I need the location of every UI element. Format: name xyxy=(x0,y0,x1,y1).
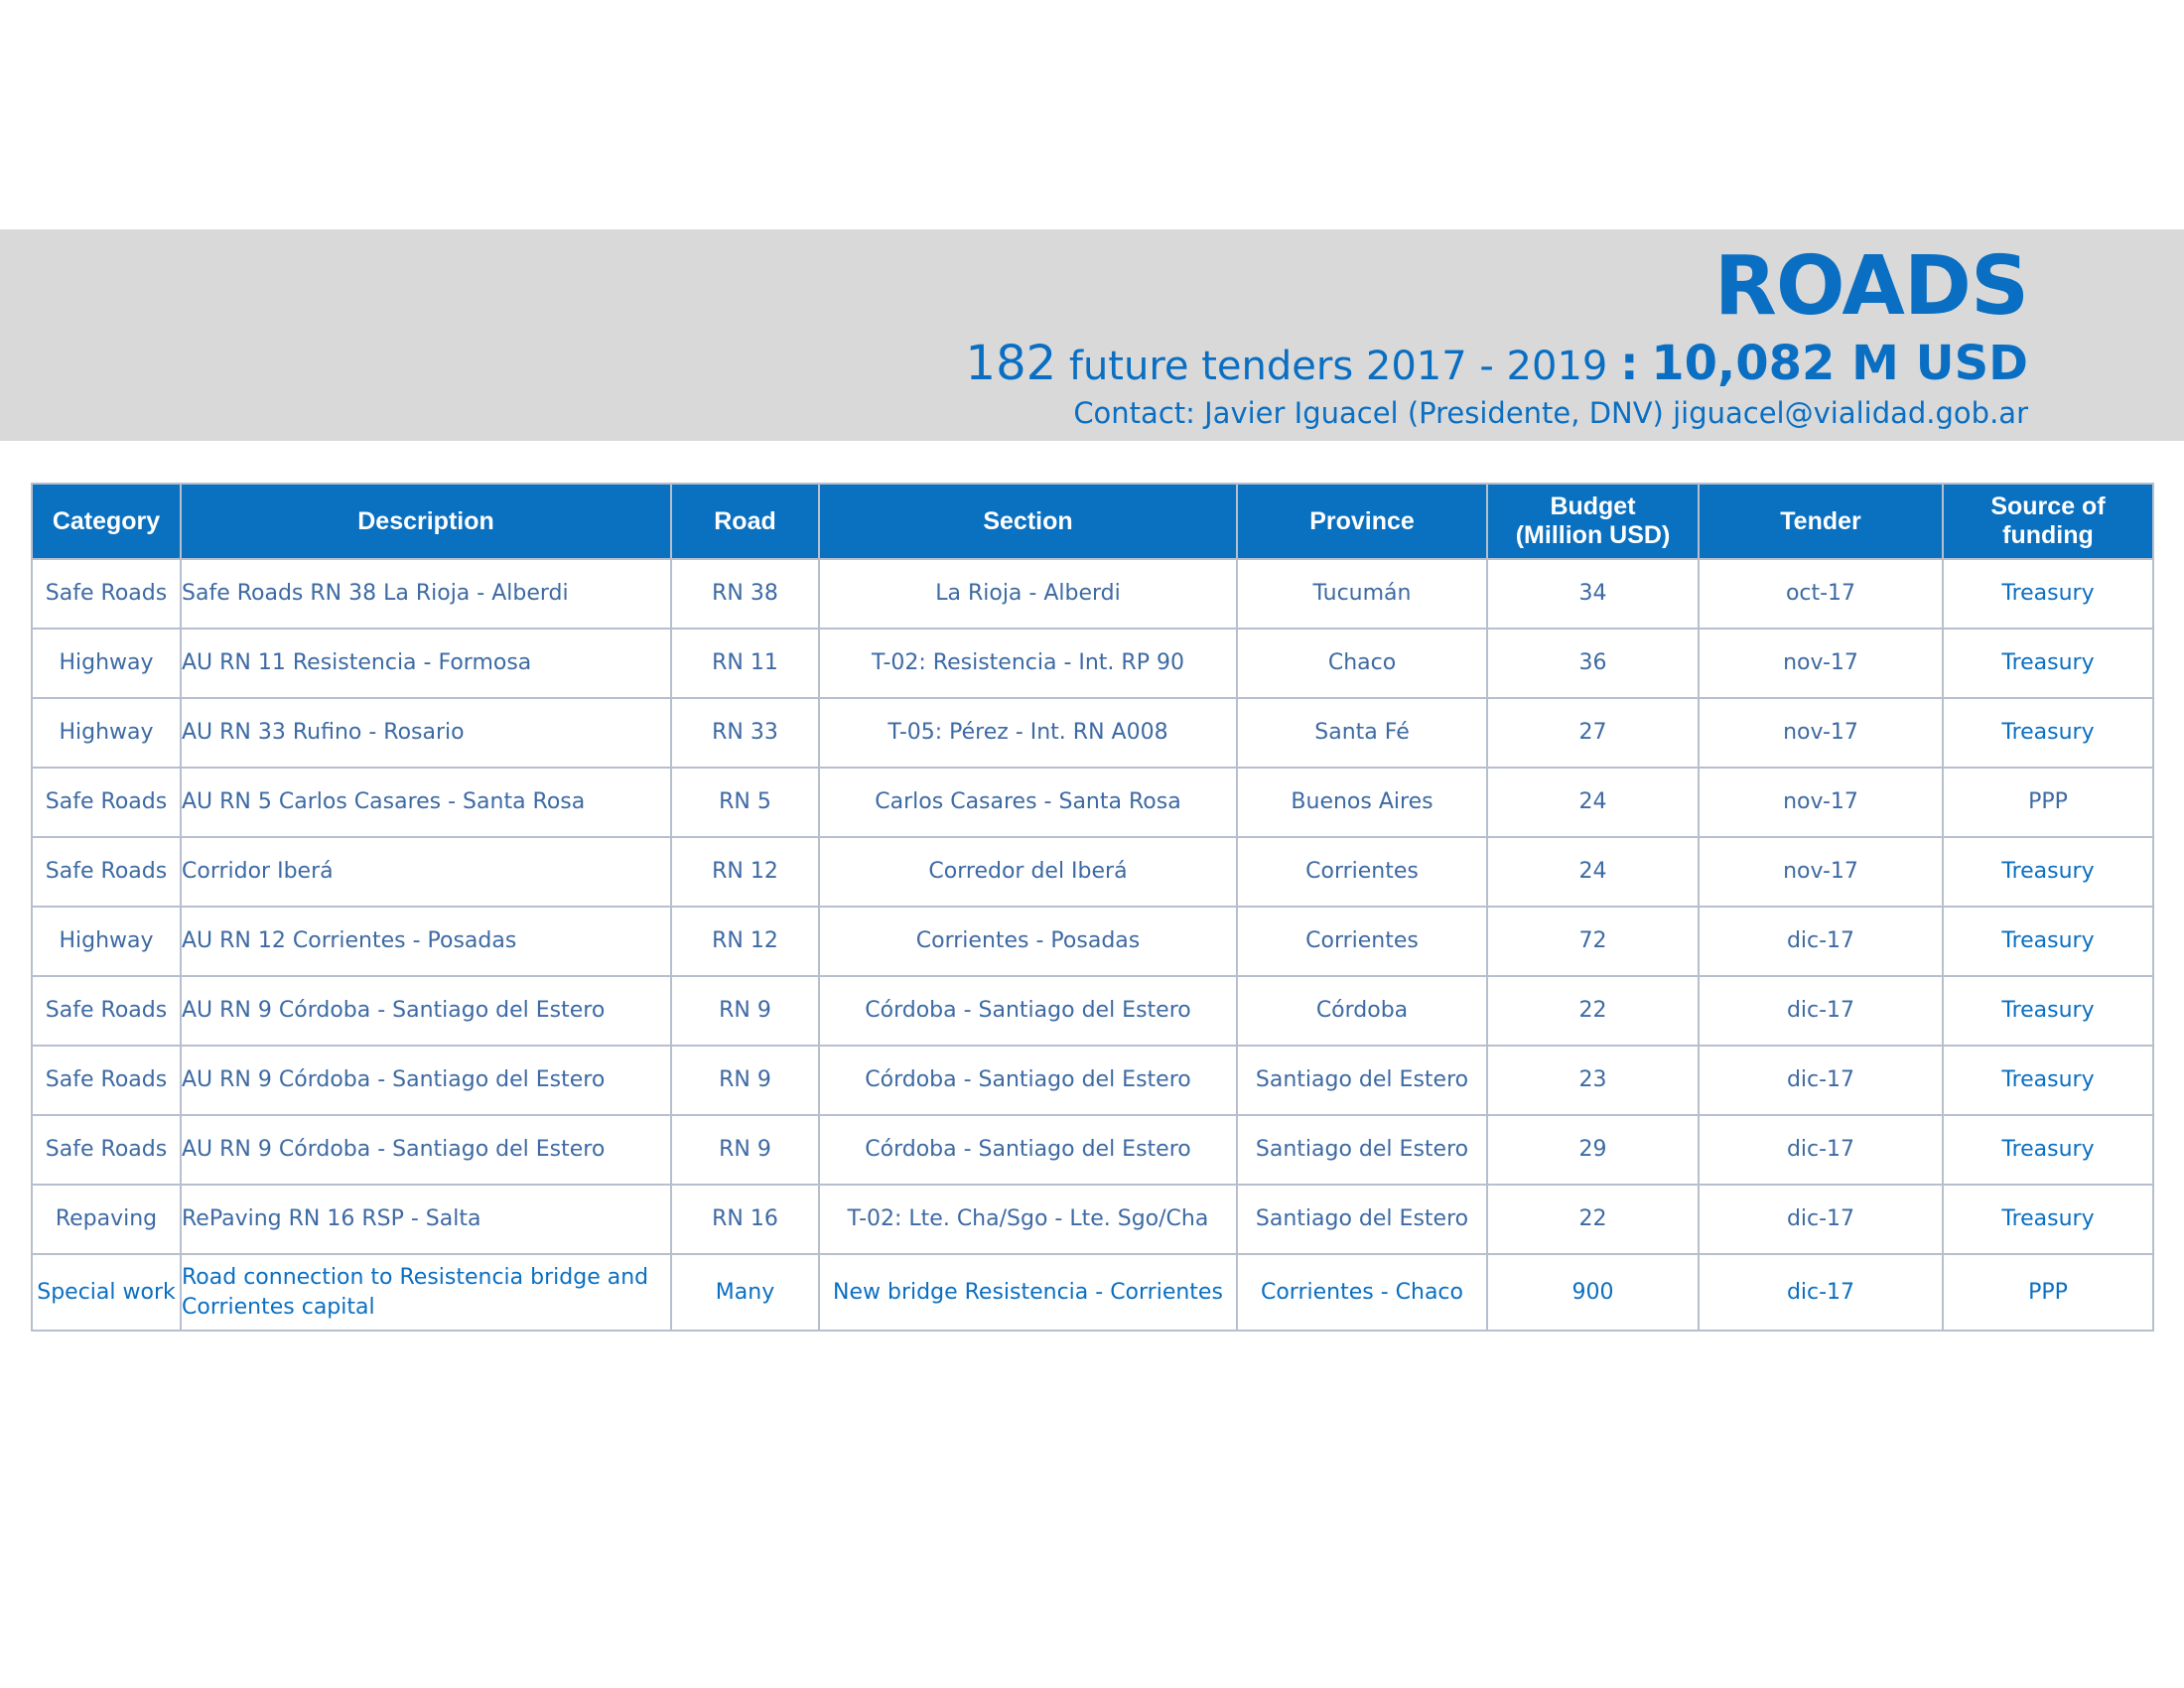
header-budget-line1: Budget xyxy=(1550,492,1636,520)
cell-funding: Treasury xyxy=(1943,976,2153,1046)
cell-category: Highway xyxy=(32,698,181,768)
cell-section: T-02: Lte. Cha/Sgo - Lte. Sgo/Cha xyxy=(819,1185,1237,1254)
cell-budget: 24 xyxy=(1487,768,1699,837)
cell-budget: 900 xyxy=(1487,1254,1699,1331)
cell-budget: 36 xyxy=(1487,629,1699,698)
cell-road: RN 11 xyxy=(671,629,819,698)
header-province: Province xyxy=(1237,484,1487,559)
cell-description: AU RN 11 Resistencia - Formosa xyxy=(181,629,671,698)
cell-description: AU RN 9 Córdoba - Santiago del Estero xyxy=(181,976,671,1046)
cell-tender: nov-17 xyxy=(1699,837,1943,907)
header-budget-line2: (Million USD) xyxy=(1515,521,1671,549)
cell-province: Santiago del Estero xyxy=(1237,1046,1487,1115)
cell-funding: Treasury xyxy=(1943,1185,2153,1254)
cell-tender: nov-17 xyxy=(1699,768,1943,837)
cell-category: Safe Roads xyxy=(32,837,181,907)
header-road: Road xyxy=(671,484,819,559)
cell-funding: Treasury xyxy=(1943,698,2153,768)
cell-budget: 22 xyxy=(1487,976,1699,1046)
cell-category: Special work xyxy=(32,1254,181,1331)
cell-description: Corridor Iberá xyxy=(181,837,671,907)
cell-road: RN 9 xyxy=(671,1115,819,1185)
cell-description: AU RN 5 Carlos Casares - Santa Rosa xyxy=(181,768,671,837)
cell-road: RN 9 xyxy=(671,1046,819,1115)
cell-category: Safe Roads xyxy=(32,1046,181,1115)
header-category: Category xyxy=(32,484,181,559)
table-row xyxy=(32,907,2153,976)
table-row xyxy=(32,768,2153,837)
roads-table xyxy=(31,483,2154,1332)
tenders-total: 10,082 M USD xyxy=(1651,336,2028,391)
cell-budget: 34 xyxy=(1487,559,1699,629)
cell-description: AU RN 33 Rufino - Rosario xyxy=(181,698,671,768)
cell-budget: 24 xyxy=(1487,837,1699,907)
cell-tender: dic-17 xyxy=(1699,1185,1943,1254)
cell-budget: 72 xyxy=(1487,907,1699,976)
header-funding xyxy=(1943,484,2153,559)
cell-tender: nov-17 xyxy=(1699,698,1943,768)
cell-category: Safe Roads xyxy=(32,976,181,1046)
cell-description: AU RN 12 Corrientes - Posadas xyxy=(181,907,671,976)
tenders-text: future tenders 2017 - 2019 xyxy=(1068,344,1608,389)
header-description: Description xyxy=(181,484,671,559)
header-banner xyxy=(0,229,2184,441)
cell-category: Repaving xyxy=(32,1185,181,1254)
cell-section: Córdoba - Santiago del Estero xyxy=(819,1046,1237,1115)
cell-funding: Treasury xyxy=(1943,837,2153,907)
cell-section: Corrientes - Posadas xyxy=(819,907,1237,976)
cell-road: RN 16 xyxy=(671,1185,819,1254)
cell-province: Santiago del Estero xyxy=(1237,1115,1487,1185)
cell-description: Safe Roads RN 38 La Rioja - Alberdi xyxy=(181,559,671,629)
cell-tender: oct-17 xyxy=(1699,559,1943,629)
table-row xyxy=(32,1046,2153,1115)
cell-province: Santa Fé xyxy=(1237,698,1487,768)
cell-category: Safe Roads xyxy=(32,1115,181,1185)
cell-category: Highway xyxy=(32,907,181,976)
header-funding-line1: Source of xyxy=(1990,492,2106,520)
table-row xyxy=(32,629,2153,698)
cell-section: T-02: Resistencia - Int. RP 90 xyxy=(819,629,1237,698)
table-row xyxy=(32,1185,2153,1254)
table-row xyxy=(32,559,2153,629)
cell-section: New bridge Resistencia - Corrientes xyxy=(819,1254,1237,1331)
cell-road: RN 38 xyxy=(671,559,819,629)
cell-description: AU RN 9 Córdoba - Santiago del Estero xyxy=(181,1046,671,1115)
cell-province: Tucumán xyxy=(1237,559,1487,629)
cell-province: Santiago del Estero xyxy=(1237,1185,1487,1254)
tenders-summary xyxy=(965,336,2028,391)
cell-road: RN 9 xyxy=(671,976,819,1046)
cell-budget: 29 xyxy=(1487,1115,1699,1185)
cell-funding: PPP xyxy=(1943,1254,2153,1331)
cell-road: RN 12 xyxy=(671,907,819,976)
cell-category: Safe Roads xyxy=(32,559,181,629)
page-title: ROADS xyxy=(1713,239,2028,334)
cell-section: La Rioja - Alberdi xyxy=(819,559,1237,629)
cell-funding: Treasury xyxy=(1943,629,2153,698)
cell-road: RN 5 xyxy=(671,768,819,837)
cell-province: Corrientes - Chaco xyxy=(1237,1254,1487,1331)
cell-tender: nov-17 xyxy=(1699,629,1943,698)
cell-funding: Treasury xyxy=(1943,559,2153,629)
contact-line: Contact: Javier Iguacel (Presidente, DNV) jiguacel@vialidad.gob.ar xyxy=(1073,396,2028,430)
cell-province: Corrientes xyxy=(1237,907,1487,976)
table-row xyxy=(32,698,2153,768)
cell-category: Highway xyxy=(32,629,181,698)
cell-road: RN 12 xyxy=(671,837,819,907)
cell-section: T-05: Pérez - Int. RN A008 xyxy=(819,698,1237,768)
table-row-special xyxy=(32,1254,2153,1331)
cell-province: Chaco xyxy=(1237,629,1487,698)
cell-road: RN 33 xyxy=(671,698,819,768)
header-budget xyxy=(1487,484,1699,559)
cell-tender: dic-17 xyxy=(1699,976,1943,1046)
cell-tender: dic-17 xyxy=(1699,1254,1943,1331)
cell-province: Córdoba xyxy=(1237,976,1487,1046)
cell-funding: Treasury xyxy=(1943,1115,2153,1185)
table-header-row xyxy=(32,484,2153,559)
header-funding-line2: funding xyxy=(2002,521,2094,549)
cell-funding: Treasury xyxy=(1943,907,2153,976)
tenders-count: 182 xyxy=(965,336,1057,391)
cell-province: Buenos Aires xyxy=(1237,768,1487,837)
cell-description: AU RN 9 Córdoba - Santiago del Estero xyxy=(181,1115,671,1185)
table-row xyxy=(32,976,2153,1046)
cell-section: Córdoba - Santiago del Estero xyxy=(819,1115,1237,1185)
table-row xyxy=(32,837,2153,907)
cell-road: Many xyxy=(671,1254,819,1331)
cell-budget: 23 xyxy=(1487,1046,1699,1115)
header-text-block xyxy=(966,229,2028,433)
cell-description: RePaving RN 16 RSP - Salta xyxy=(181,1185,671,1254)
cell-section: Carlos Casares - Santa Rosa xyxy=(819,768,1237,837)
cell-section: Corredor del Iberá xyxy=(819,837,1237,907)
cell-tender: dic-17 xyxy=(1699,1115,1943,1185)
cell-funding: PPP xyxy=(1943,768,2153,837)
cell-section: Córdoba - Santiago del Estero xyxy=(819,976,1237,1046)
cell-budget: 22 xyxy=(1487,1185,1699,1254)
cell-budget: 27 xyxy=(1487,698,1699,768)
cell-category: Safe Roads xyxy=(32,768,181,837)
table-row xyxy=(32,1115,2153,1185)
header-section: Section xyxy=(819,484,1237,559)
cell-province: Corrientes xyxy=(1237,837,1487,907)
cell-tender: dic-17 xyxy=(1699,907,1943,976)
header-tender: Tender xyxy=(1699,484,1943,559)
summary-separator: : xyxy=(1620,337,1639,390)
cell-tender: dic-17 xyxy=(1699,1046,1943,1115)
cell-funding: Treasury xyxy=(1943,1046,2153,1115)
cell-description: Road connection to Resistencia bridge and Corrientes capital xyxy=(181,1254,671,1331)
